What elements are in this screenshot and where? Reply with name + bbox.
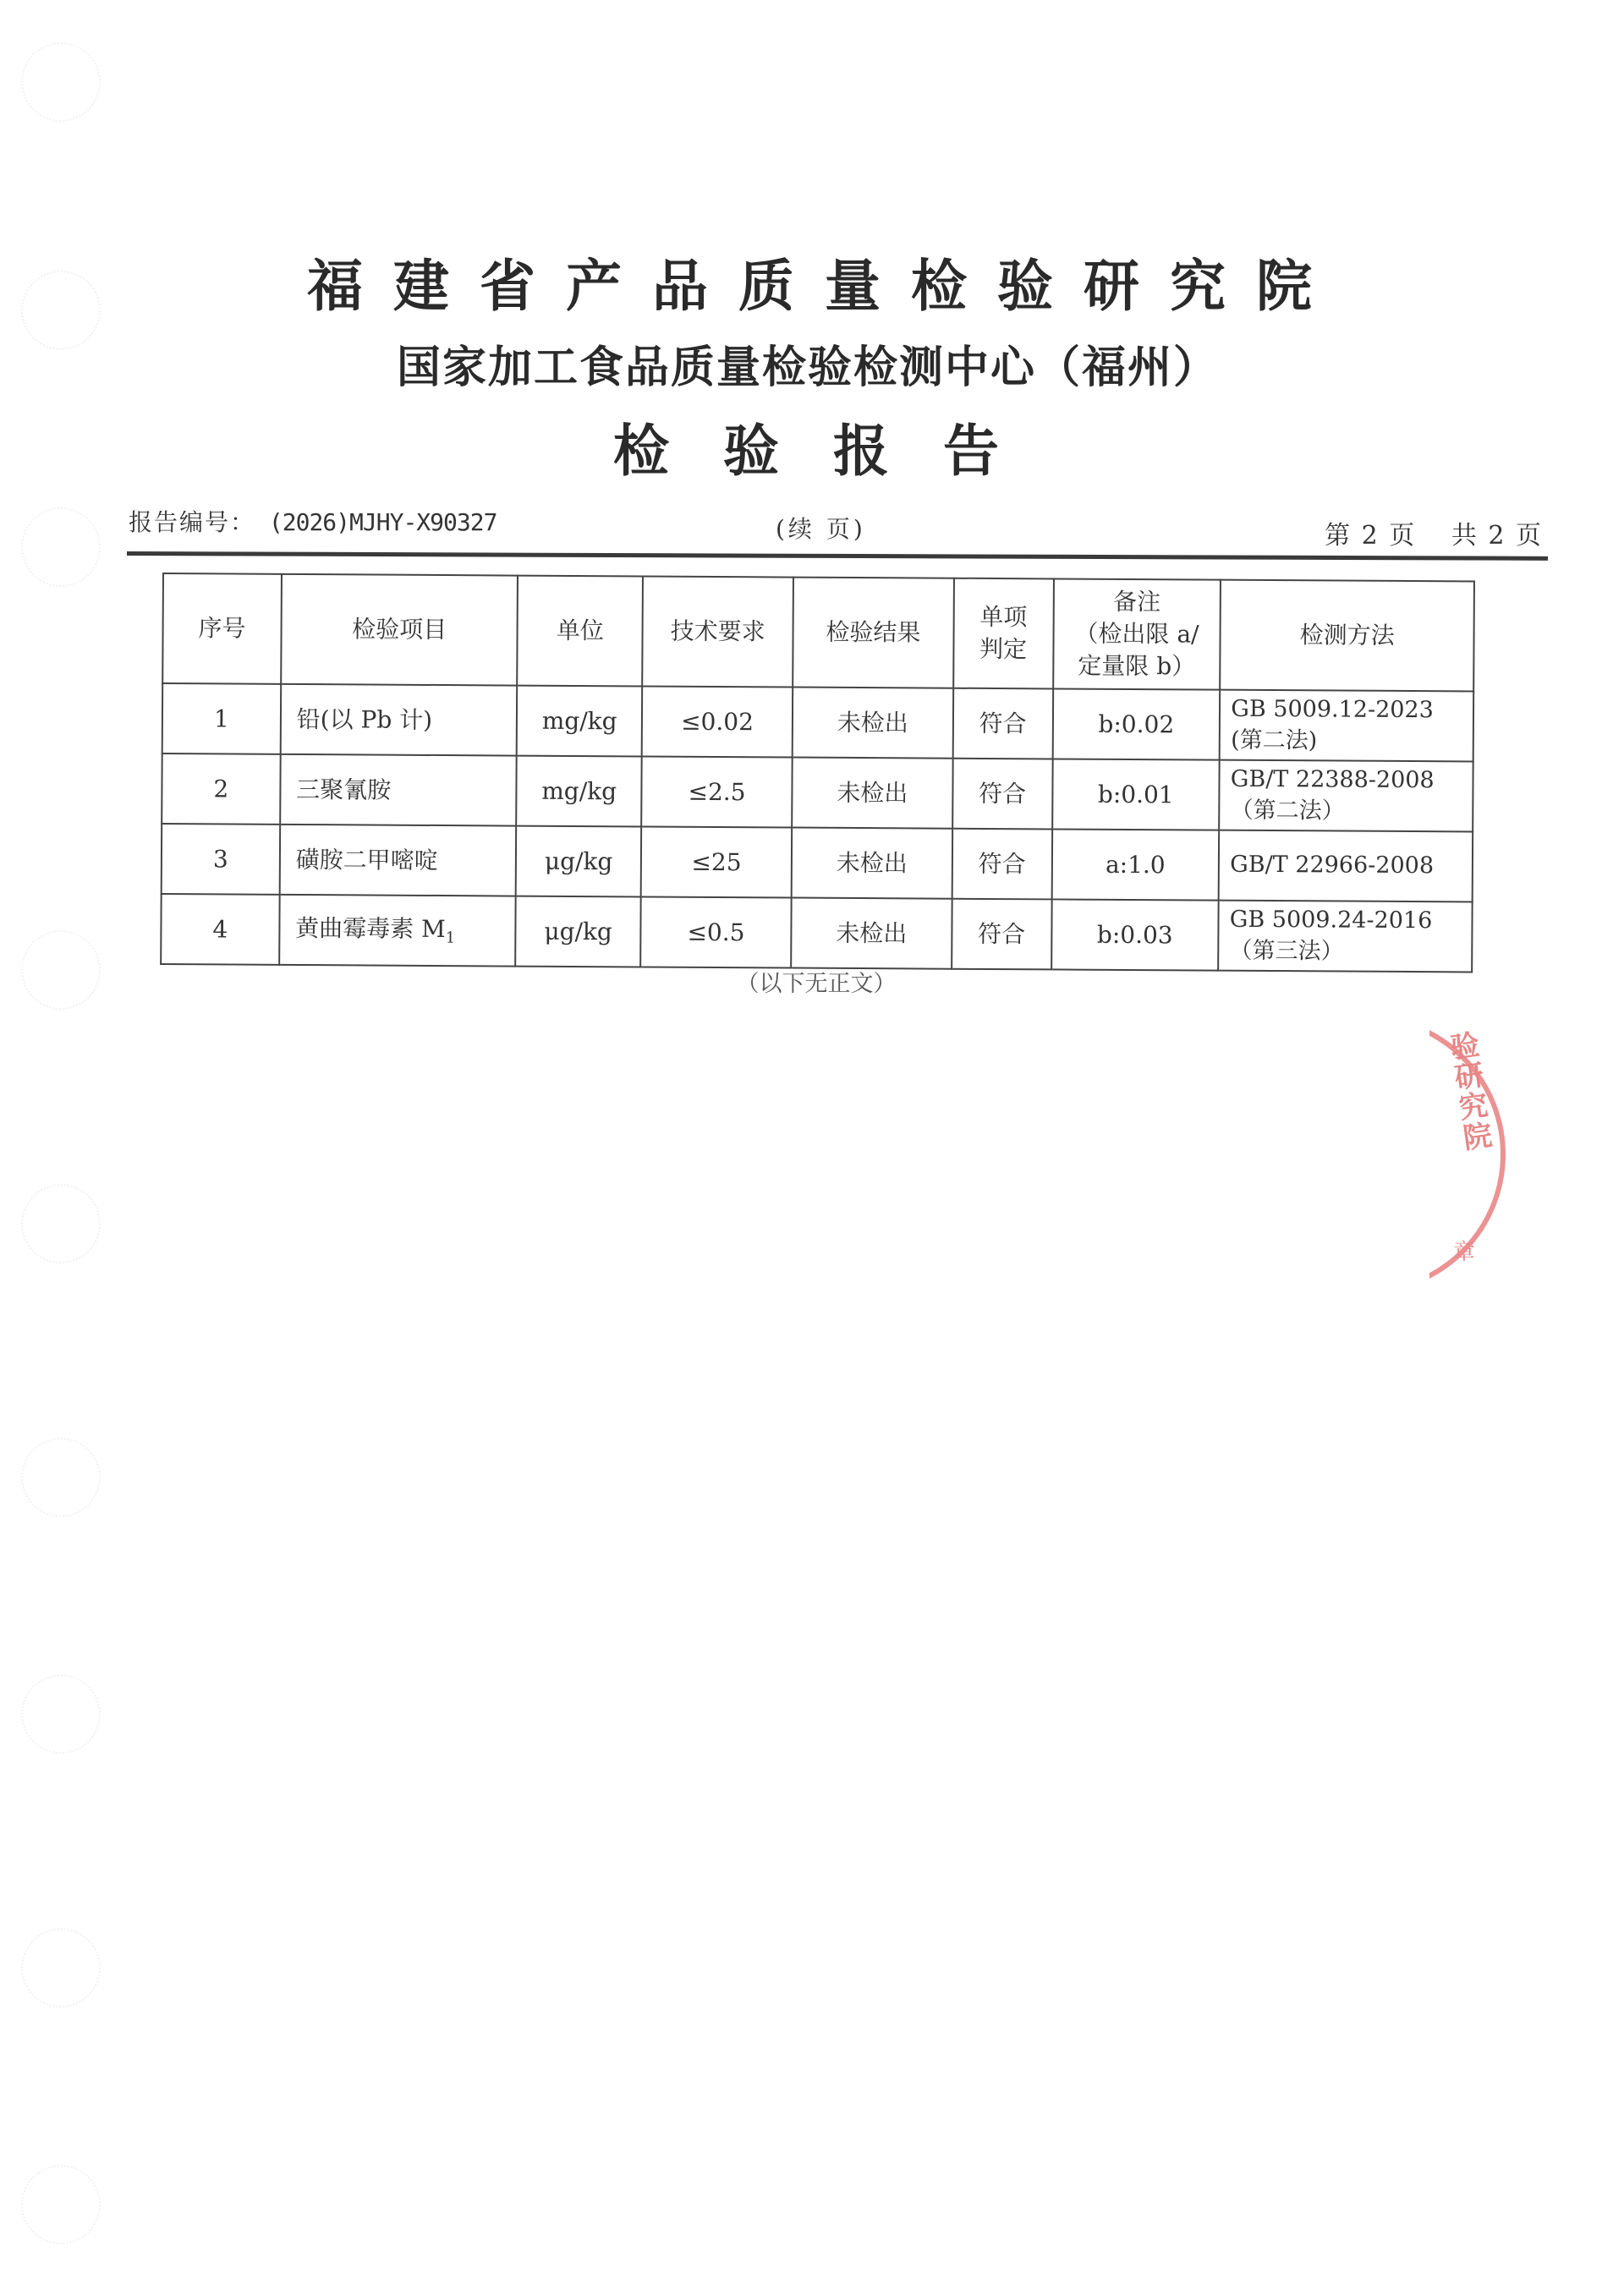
- judgment-header-line2: 判定: [979, 634, 1028, 664]
- item-name: 磺胺二甲嘧啶: [295, 845, 438, 874]
- seal-small-text: 章: [1453, 1240, 1476, 1265]
- background-watermark: [21, 507, 101, 587]
- column-header-method: 检测方法: [1220, 580, 1473, 692]
- cell-judgment: 符合: [952, 759, 1052, 830]
- column-header-remark: [1053, 578, 1221, 689]
- table-header-row: [162, 573, 1474, 691]
- cell-no: 2: [162, 753, 280, 825]
- cell-item: [280, 684, 517, 756]
- remark-header-line1: 备注: [1113, 588, 1161, 616]
- background-watermark: [21, 42, 101, 122]
- cell-no: 1: [162, 683, 281, 754]
- method-variant: (第二法): [1231, 726, 1318, 753]
- cell-remark: b:0.03: [1051, 899, 1219, 970]
- cell-unit: μg/kg: [515, 896, 640, 967]
- report-meta-row: [129, 504, 1543, 551]
- official-seal-stamp: [1429, 1015, 1531, 1294]
- background-watermark: [21, 1438, 101, 1517]
- cell-judgment: 符合: [952, 688, 1052, 759]
- table-row: [161, 894, 1472, 972]
- header-divider: [127, 551, 1548, 561]
- cell-method: [1218, 901, 1472, 973]
- cell-no: 4: [161, 894, 279, 965]
- cell-requirement: ≤0.5: [640, 896, 791, 967]
- remark-header-line3: 定量限 b）: [1078, 651, 1196, 681]
- cell-method: [1219, 830, 1473, 902]
- column-header-item: 检验项目: [281, 574, 518, 686]
- remark-header-line2: （检出限 a/: [1074, 619, 1199, 649]
- column-header-unit: 单位: [517, 576, 643, 687]
- column-header-requirement: 技术要求: [642, 576, 793, 687]
- page-total: 共 2 页: [1451, 521, 1543, 551]
- cell-result: 未检出: [791, 898, 952, 969]
- cell-result: 未检出: [792, 828, 952, 899]
- method-standard: GB 5009.12-2023: [1231, 695, 1434, 724]
- cell-no: 3: [162, 824, 280, 895]
- table-row: [162, 824, 1473, 901]
- page-indicator: [1320, 514, 1543, 551]
- background-watermark: [21, 1928, 101, 2008]
- cell-requirement: ≤0.02: [642, 686, 793, 757]
- item-subscript: 1: [445, 929, 456, 947]
- item-name: 铅(以 Pb 计): [296, 704, 433, 734]
- cell-unit: mg/kg: [517, 686, 642, 757]
- page-current: 第 2 页: [1325, 521, 1417, 551]
- judgment-header-line1: 单项: [979, 603, 1028, 632]
- background-watermark: [21, 1184, 101, 1263]
- cell-unit: μg/kg: [516, 826, 641, 897]
- cell-judgment: 符合: [952, 829, 1051, 900]
- continued-page-label: (续 页): [776, 515, 866, 543]
- seal-text: 验研究院: [1443, 1028, 1494, 1154]
- cell-remark: b:0.02: [1052, 688, 1220, 759]
- cell-requirement: ≤25: [641, 826, 792, 897]
- background-watermark: [21, 2165, 101, 2244]
- cell-item: [280, 754, 517, 826]
- cell-item: [279, 825, 516, 896]
- end-of-document-note: （以下无正文）: [736, 971, 897, 997]
- column-header-result: 检验结果: [793, 578, 953, 688]
- table-row: [162, 753, 1473, 831]
- center-subtitle: 国家加工食品质量检验检测中心（福州）: [396, 342, 1219, 393]
- column-header-no: 序号: [162, 573, 282, 684]
- cell-method: [1220, 690, 1473, 762]
- institution-title: 福建省产品质量检验研究院: [307, 254, 1342, 319]
- cell-method: [1219, 760, 1473, 832]
- cell-requirement: ≤2.5: [641, 756, 792, 827]
- cell-remark: a:1.0: [1051, 829, 1219, 900]
- cell-judgment: 符合: [952, 899, 1051, 970]
- background-watermark: [21, 1674, 101, 1754]
- cell-unit: mg/kg: [516, 756, 641, 827]
- method-variant: （第二法）: [1230, 797, 1345, 825]
- document-title: 检验报告: [613, 419, 1053, 484]
- item-name: 黄曲霉毒素 M: [295, 913, 446, 943]
- report-number-value: (2026)MJHY-X90327: [268, 508, 497, 536]
- cell-item: [279, 895, 516, 967]
- column-header-judgment: [953, 578, 1054, 689]
- cell-result: 未检出: [793, 688, 953, 759]
- report-number: [129, 504, 497, 538]
- report-number-label: 报告编号：: [129, 508, 256, 536]
- item-name: 三聚氰胺: [296, 775, 392, 804]
- cell-result: 未检出: [792, 758, 952, 829]
- inspection-results-table: [160, 573, 1475, 973]
- method-standard: GB/T 22388-2008: [1230, 765, 1435, 794]
- method-variant: （第三法）: [1229, 937, 1344, 965]
- table-row: [162, 683, 1473, 761]
- method-standard: GB/T 22966-2008: [1230, 851, 1435, 879]
- cell-remark: b:0.01: [1052, 759, 1220, 830]
- method-standard: GB 5009.24-2016: [1229, 906, 1433, 934]
